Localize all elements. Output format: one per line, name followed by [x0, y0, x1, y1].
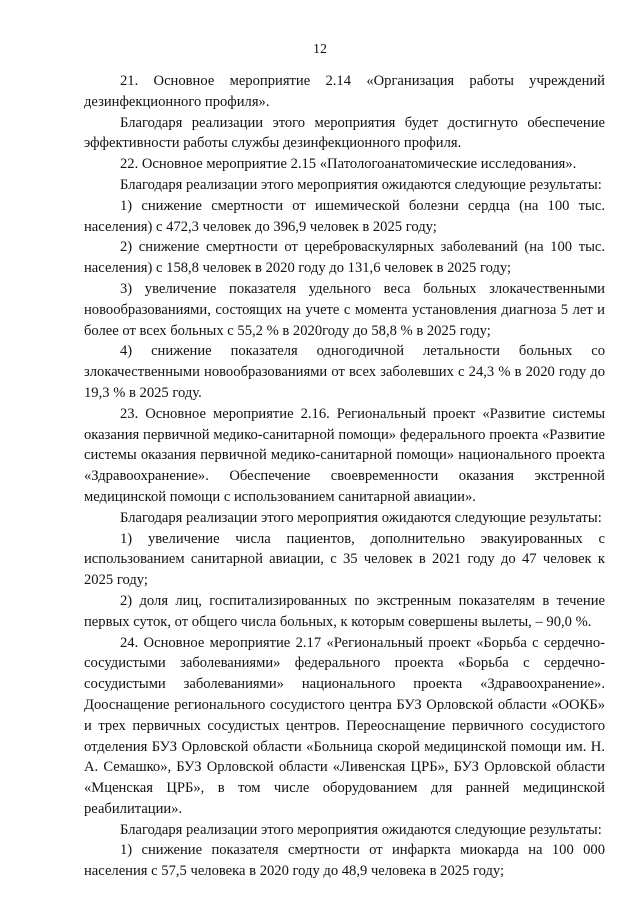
paragraph-22-heading: 22. Основное мероприятие 2.15 «Патологоанатомические исследования». — [120, 156, 577, 173]
results-intro: Благодаря реализации этого мероприятия ожидаются следующие результаты: — [120, 821, 602, 838]
list-item: 4) снижение показателя одногодичной летальности больных со злокачественными новообразованиями от всех заболевших с 24,3 % в 2020 году до 19,3 % в 2025 году. — [84, 343, 605, 401]
list-item: 1) снижение смертности от ишемической болезни сердца (на 100 тыс. населения) с 472,3 человек до 396,9 человек в 2025 году; — [84, 197, 605, 235]
list-item: 2) снижение смертности от цереброваскулярных заболеваний (на 100 тыс. населения) с 158,8 человек в 2020 году до 131,6 человек в 2025 году; — [84, 239, 605, 277]
list-item: 1) увеличение числа пациентов, дополнительно эвакуированных с использованием санитарной авиации, с 35 человек в 2021 году до 47 человек к 2025 году; — [84, 530, 605, 589]
page-number: 12 — [313, 42, 327, 57]
results-intro: Благодаря реализации этого мероприятия ожидаются следующие результаты: — [120, 509, 602, 526]
results-intro: Благодаря реализации этого мероприятия ожидаются следующие результаты: — [120, 176, 602, 193]
list-item: 2) доля лиц, госпитализированных по экстренным показателям в течение первых суток, от общего числа больных, к которым совершены вылеты, – 90,0 %. — [84, 592, 605, 630]
paragraph-24-heading: 24. Основное мероприятие 2.17 «Региональный проект «Борьба с сердечно-сосудистыми заболеваниями» федерального проекта «Борьба с сердечно-сосудистыми заболеваниями» национального проекта «Здравоохранение». Дооснащение регионального сосудистого центра БУЗ Орловской области «ООКБ» и трех первичных сосудистых центров. Переоснащение первичного сосудистого отделения БУЗ Орловской области «Больница скорой медицинской помощи им. Н. А. Семашко», БУЗ Орловской области «Ливенская ЦРБ», БУЗ Орловской области «Мценская ЦРБ», в том числе оборудованием для ранней медицинской реабилитации». — [84, 634, 605, 817]
document-body — [84, 71, 605, 882]
paragraph-21-result: Благодаря реализации этого мероприятия будет достигнуто обеспечение эффективности работы службы дезинфекционного профиля. — [84, 114, 605, 152]
list-item: 3) увеличение показателя удельного веса больных злокачественными новообразованиями, состоящих на учете с момента установления диагноза 5 лет и более от всех больных с 55,2 % в 2020году до 58,8 % в 2025 году; — [84, 280, 605, 339]
list-item: 1) снижение показателя смертности от инфаркта миокарда на 100 000 населения с 57,5 человека в 2020 году до 48,9 человека в 2025 году; — [84, 842, 605, 880]
paragraph-21-heading: 21. Основное мероприятие 2.14 «Организация работы учреждений дезинфекционного профиля». — [84, 73, 605, 110]
paragraph-23-heading: 23. Основное мероприятие 2.16. Региональный проект «Развитие системы оказания первичной медико-санитарной помощи» федерального проекта «Развитие системы оказания первичной медико-санитарной помощи» национального проекта «Здравоохранение». Обеспечение своевременности оказания экстренной медицинской помощи с использованием санитарной авиации». — [84, 405, 605, 505]
